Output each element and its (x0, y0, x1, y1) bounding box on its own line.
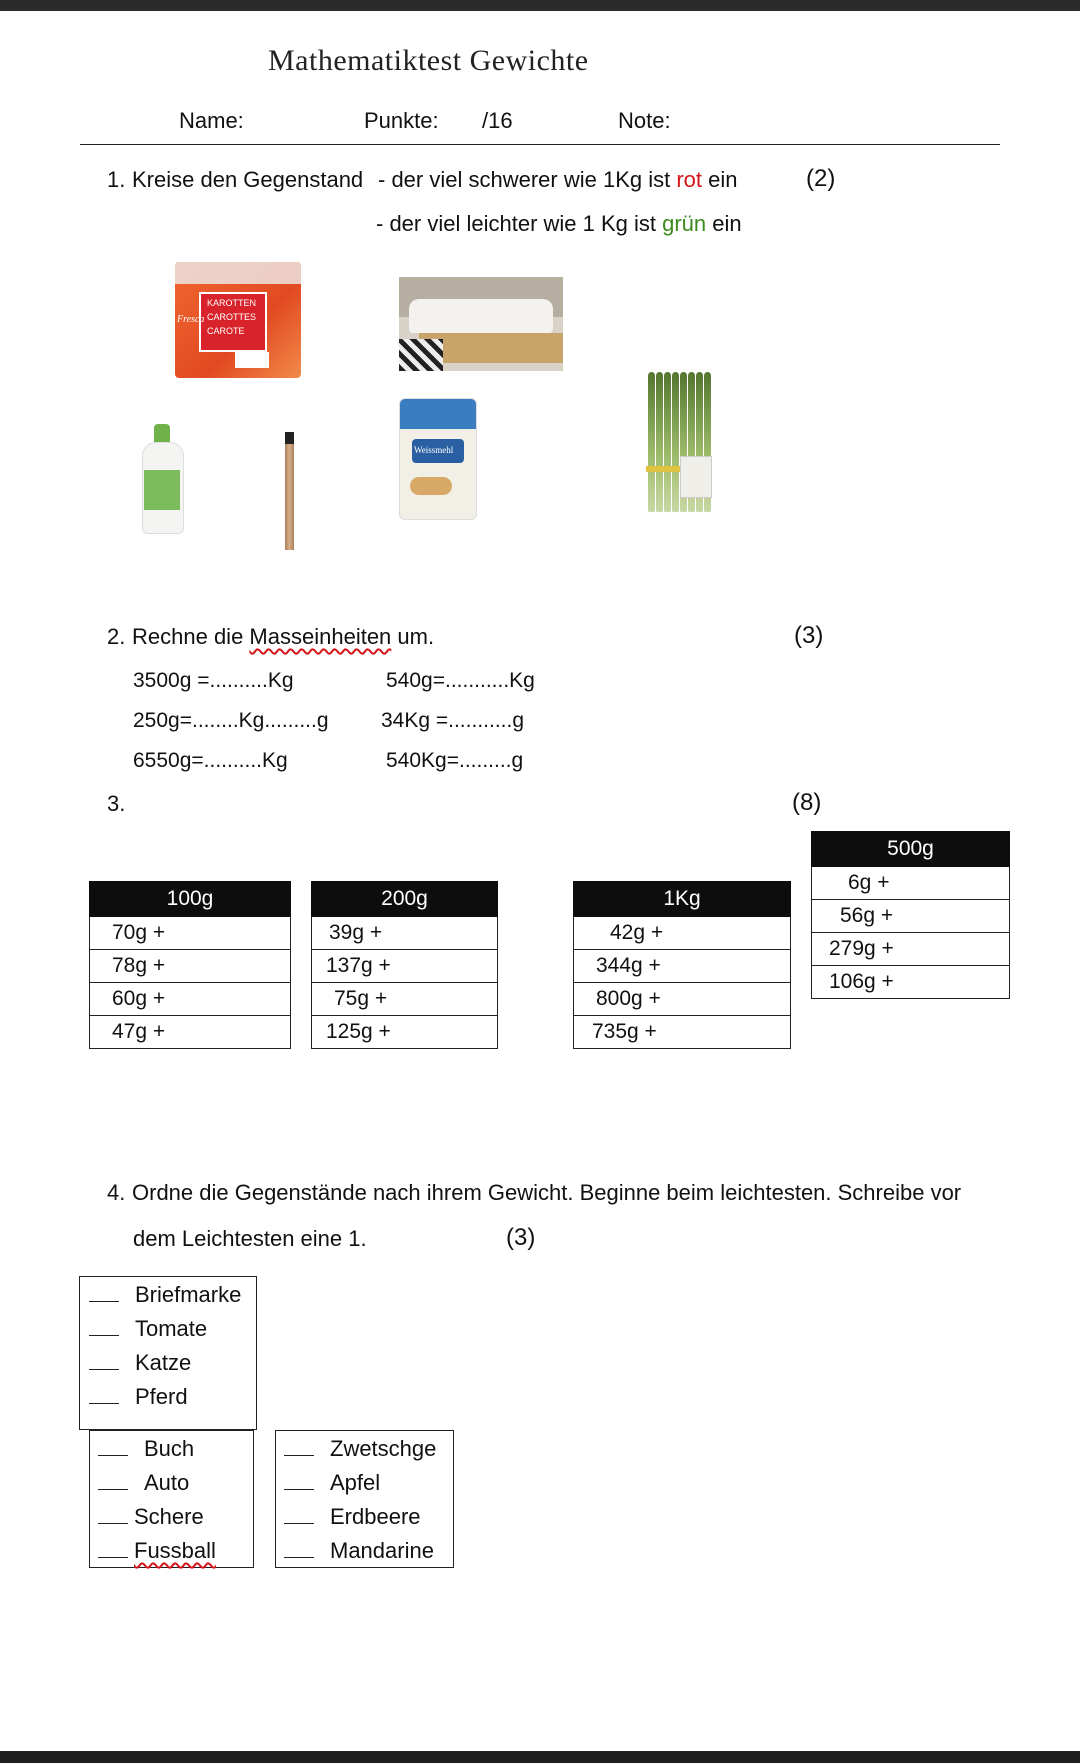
answer-blank[interactable] (284, 1557, 314, 1558)
item-label: Fussball (134, 1538, 216, 1563)
order-item[interactable] (284, 1470, 380, 1496)
order-item[interactable] (98, 1436, 194, 1462)
table-row[interactable]: 279g + (812, 933, 1010, 966)
table-1kg (573, 881, 791, 1049)
answer-blank[interactable] (89, 1369, 119, 1370)
order-item[interactable] (284, 1504, 421, 1530)
table-row[interactable]: 39g + (312, 917, 498, 950)
answer-blank[interactable] (98, 1455, 128, 1456)
carrot-label-1: KAROTTEN (207, 298, 257, 308)
q1-line2-end: ein (706, 211, 742, 236)
answer-blank[interactable] (89, 1301, 119, 1302)
item-label: Mandarine (330, 1538, 434, 1563)
q4-points: (3) (506, 1224, 536, 1251)
order-item[interactable] (284, 1538, 434, 1564)
table-200g (311, 881, 498, 1049)
header-rule (80, 144, 1000, 145)
q1-lead: Kreise den Gegenstand (132, 167, 364, 192)
q2-text-end: um. (391, 624, 435, 649)
table-row[interactable]: 125g + (312, 1016, 498, 1049)
order-item[interactable] (284, 1436, 436, 1462)
q4-number: 4. (107, 1180, 126, 1205)
table-row[interactable]: 137g + (312, 950, 498, 983)
carrot-label-2: CAROTTES (207, 312, 257, 322)
answer-blank[interactable] (98, 1557, 128, 1558)
q4-line1: Ordne die Gegenstände nach ihrem Gewicht. Beginne beim leichtesten. Schreibe vor (132, 1180, 962, 1205)
table-row[interactable]: 42g + (574, 917, 791, 950)
table-row[interactable]: 75g + (312, 983, 498, 1016)
carrot-label-3: CAROTE (207, 326, 245, 336)
carrot-brand: Fresca (177, 314, 205, 325)
answer-blank[interactable] (284, 1523, 314, 1524)
q1-points: (2) (806, 165, 836, 192)
item-label: Tomate (135, 1316, 208, 1341)
item-label: Katze (135, 1350, 192, 1375)
item-label: Erdbeere (330, 1504, 421, 1529)
table-row[interactable]: 800g + (574, 983, 791, 1016)
flour-label: Weissmehl (414, 445, 454, 455)
page-title: Mathematiktest Gewichte (268, 44, 589, 77)
table-row[interactable]: 735g + (574, 1016, 791, 1049)
item-label: Briefmarke (135, 1282, 242, 1307)
answer-blank[interactable] (89, 1335, 119, 1336)
q4-line2: dem Leichtesten eine 1. (133, 1226, 367, 1251)
table-row[interactable]: 47g + (90, 1016, 291, 1049)
conversion-1[interactable]: 3500g =..........Kg (133, 669, 294, 692)
q2-number: 2. (107, 624, 126, 649)
q1-line1-end: ein (702, 167, 738, 192)
table-row[interactable]: 60g + (90, 983, 291, 1016)
item-label: Auto (144, 1470, 190, 1495)
table-header: 500g (812, 832, 1010, 867)
table-row[interactable]: 106g + (812, 966, 1010, 999)
answer-blank[interactable] (98, 1523, 128, 1524)
order-item[interactable] (98, 1504, 204, 1530)
q2-points: (3) (794, 622, 824, 649)
top-bar (0, 0, 1080, 11)
conversion-2[interactable]: 250g=........Kg.........g (133, 709, 329, 732)
name-label: Name: (179, 108, 244, 133)
q1-line2-text: - der viel leichter wie 1 Kg ist (376, 211, 663, 236)
answer-blank[interactable] (284, 1489, 314, 1490)
order-item[interactable] (98, 1538, 216, 1564)
q3-number: 3. (107, 791, 126, 816)
table-row[interactable]: 78g + (90, 950, 291, 983)
table-row[interactable]: 56g + (812, 900, 1010, 933)
order-item[interactable] (89, 1350, 191, 1376)
item-label: Buch (144, 1436, 195, 1461)
table-header: 200g (312, 882, 498, 917)
pencil-image[interactable] (285, 432, 294, 550)
bed-image[interactable] (399, 277, 563, 371)
conversion-5[interactable]: 34Kg =...........g (381, 709, 525, 732)
q1-line1-text: - der viel schwerer wie 1Kg ist (378, 167, 677, 192)
grade-label: Note: (618, 108, 671, 133)
milk-bottle-image[interactable] (142, 424, 182, 532)
table-100g (89, 881, 291, 1049)
order-item[interactable] (89, 1316, 207, 1342)
item-label: Zwetschge (330, 1436, 437, 1461)
order-item[interactable] (89, 1282, 241, 1308)
answer-blank[interactable] (89, 1403, 119, 1404)
points-label: Punkte: (364, 108, 439, 133)
flour-bag-image[interactable] (399, 398, 477, 520)
q2-underlined-word: Masseinheiten (249, 624, 392, 649)
q2-text (132, 624, 434, 650)
answer-blank[interactable] (284, 1455, 314, 1456)
conversion-3[interactable]: 6550g=..........Kg (133, 749, 288, 772)
q1-number: 1. (107, 167, 126, 192)
item-label: Pferd (135, 1384, 188, 1409)
table-row[interactable]: 6g + (812, 867, 1010, 900)
order-item[interactable] (98, 1470, 189, 1496)
points-total: /16 (482, 108, 513, 133)
asparagus-image[interactable] (644, 372, 714, 516)
q1-line2 (376, 211, 742, 237)
bottom-bar (0, 1751, 1080, 1763)
conversion-4[interactable]: 540g=...........Kg (386, 669, 535, 692)
conversion-6[interactable]: 540Kg=.........g (386, 749, 524, 772)
carrots-bag-image[interactable] (175, 262, 301, 378)
item-label: Schere (134, 1504, 204, 1529)
answer-blank[interactable] (98, 1489, 128, 1490)
table-500g (811, 831, 1010, 999)
item-label: Apfel (330, 1470, 381, 1495)
order-item[interactable] (89, 1384, 188, 1410)
q1-line1 (378, 167, 738, 193)
table-header: 100g (90, 882, 291, 917)
table-row[interactable]: 70g + (90, 917, 291, 950)
table-header: 1Kg (574, 882, 791, 917)
q1-green-word: grün (662, 211, 707, 236)
q2-text-start: Rechne die (132, 624, 250, 649)
q3-points: (8) (792, 789, 822, 816)
q1-red-word: rot (676, 167, 703, 192)
table-row[interactable]: 344g + (574, 950, 791, 983)
